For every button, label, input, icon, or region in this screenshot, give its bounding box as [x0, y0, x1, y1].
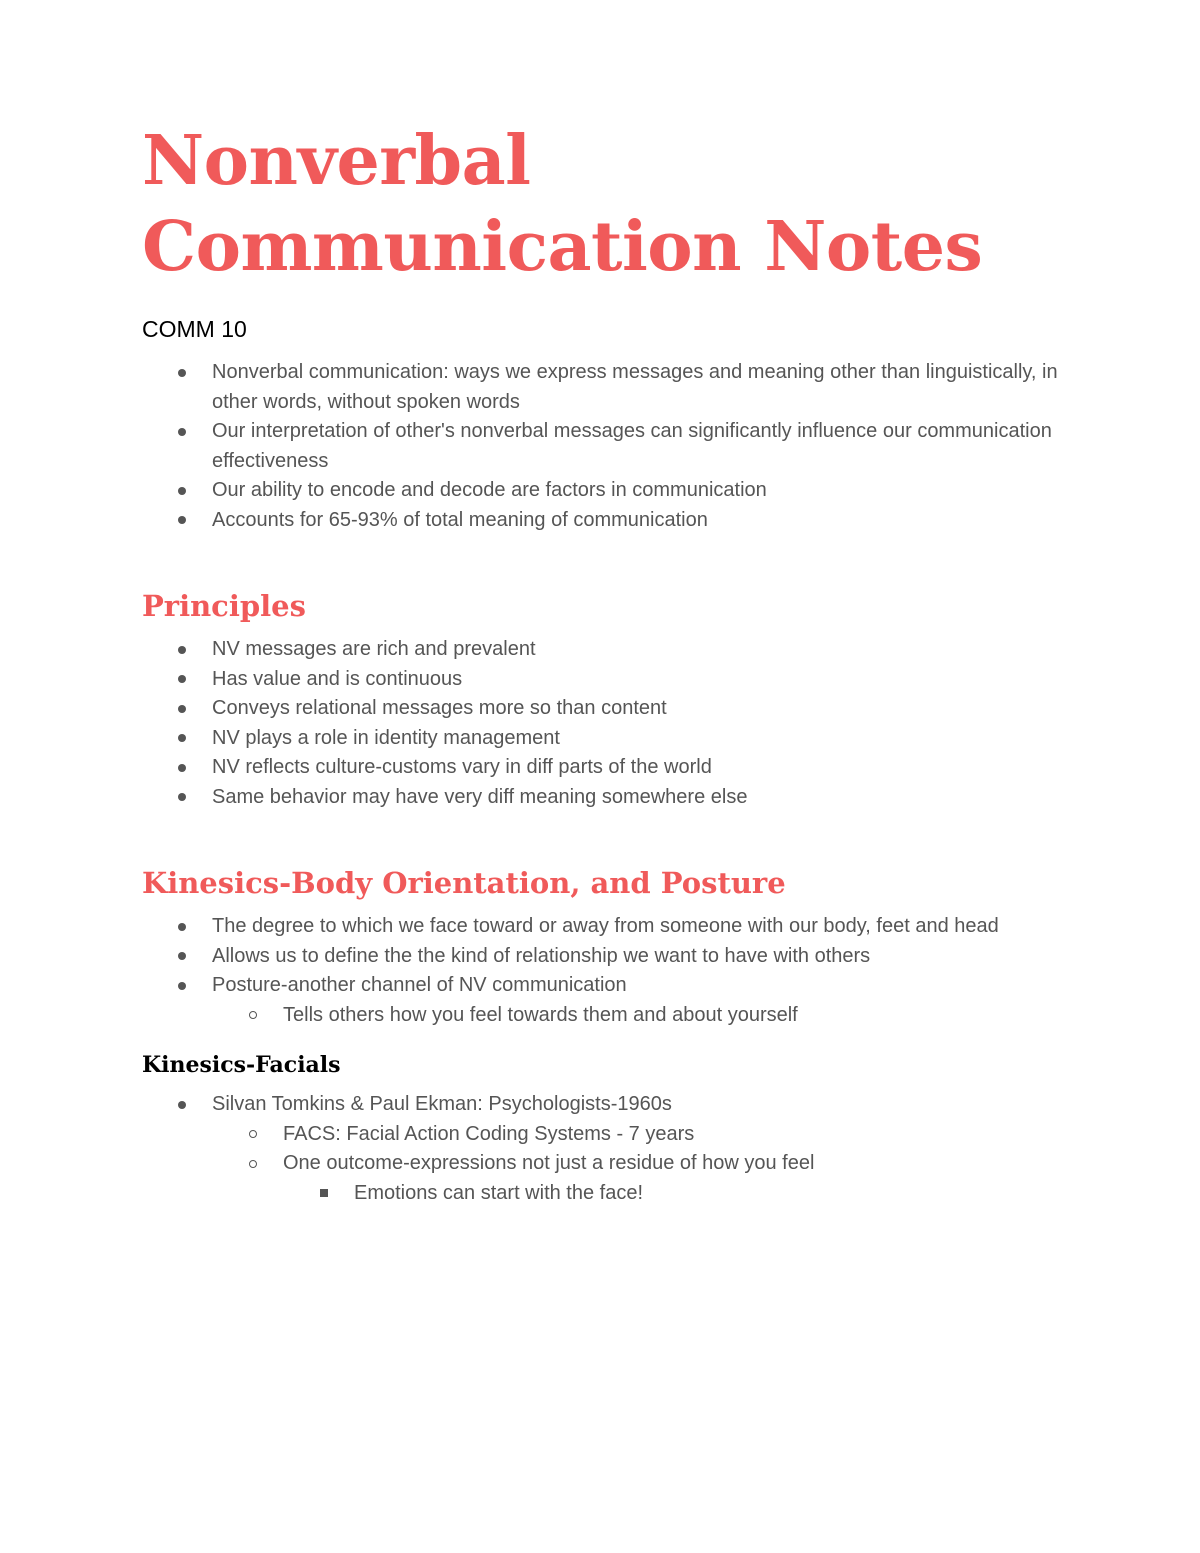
list-item-text: Posture-another channel of NV communication: [212, 974, 627, 996]
list-item-text: Nonverbal communication: ways we express messages and meaning other than linguistically, in other words, without spoken words: [212, 361, 1058, 413]
bullet-dot-icon: [172, 783, 192, 813]
list-item-text: Allows us to define the the kind of relationship we want to have with others: [212, 944, 871, 967]
list-item: [142, 783, 1072, 813]
bullet-dot-icon: [172, 1090, 192, 1120]
bullet-dot-icon: [172, 476, 192, 506]
list-subitem: [142, 1149, 1072, 1179]
list-subitem: [142, 1001, 1072, 1031]
bullet-dot-icon: [172, 942, 192, 972]
list-item: [142, 665, 1072, 695]
list-item: [142, 476, 1072, 506]
list-item: [142, 971, 1072, 1001]
principles-list: [142, 635, 1072, 812]
list-item-text: Emotions can start with the face!: [354, 1181, 644, 1204]
list-item-text: NV reflects culture-customs vary in diff parts of the world: [212, 756, 712, 778]
kinesics-body-list: [142, 912, 1072, 1030]
list-item-text: The degree to which we face toward or away from someone with our body, feet and head: [212, 915, 999, 937]
intro-list: [142, 358, 1072, 535]
section-heading-kinesics-body: Kinesics-Body Orientation, and Posture: [142, 866, 786, 900]
bullet-dot-icon: [172, 694, 192, 724]
list-item: [142, 1090, 1072, 1120]
list-item: [142, 694, 1072, 724]
list-item-text: Same behavior may have very diff meaning somewhere else: [212, 785, 748, 808]
section-heading-principles: Principles: [142, 589, 306, 623]
bullet-dot-icon: [172, 753, 192, 783]
section-heading-kinesics-facials: Kinesics-Facials: [142, 1052, 341, 1078]
bullet-dot-icon: [172, 506, 192, 536]
list-subitem: [142, 1120, 1072, 1150]
list-item-text: Our interpretation of other's nonverbal messages can significantly influence our communication effectiveness: [212, 420, 1052, 472]
course-code: COMM 10: [142, 316, 247, 342]
document-title: Nonverbal Communication Notes: [142, 121, 983, 287]
list-item: [142, 942, 1072, 972]
kinesics-facials-list: [142, 1090, 1072, 1208]
list-item-text: NV plays a role in identity management: [212, 726, 560, 749]
list-subsubitem: [142, 1179, 1072, 1209]
bullet-dot-icon: [172, 358, 192, 388]
list-item-text: FACS: Facial Action Coding Systems - 7 years: [283, 1122, 695, 1145]
list-item-text: NV messages are rich and prevalent: [212, 638, 536, 660]
bullet-ring-icon: [243, 1001, 263, 1031]
bullet-dot-icon: [172, 971, 192, 1001]
bullet-dot-icon: [172, 724, 192, 754]
list-item: [142, 912, 1072, 942]
list-item-text: Silvan Tomkins & Paul Ekman: Psychologists-1960s: [212, 1093, 672, 1115]
list-item: [142, 506, 1072, 536]
list-item-text: Our ability to encode and decode are factors in communication: [212, 479, 767, 501]
bullet-ring-icon: [243, 1149, 263, 1179]
list-item-text: Accounts for 65-93% of total meaning of communication: [212, 508, 708, 531]
list-item-text: Has value and is continuous: [212, 667, 463, 690]
list-item-text: One outcome-expressions not just a residue of how you feel: [283, 1152, 815, 1174]
list-item: [142, 417, 1072, 476]
list-item-text: Conveys relational messages more so than content: [212, 697, 667, 719]
bullet-dot-icon: [172, 665, 192, 695]
document-page: [142, 118, 1072, 1208]
bullet-dot-icon: [172, 635, 192, 665]
bullet-square-icon: [314, 1179, 334, 1209]
bullet-ring-icon: [243, 1120, 263, 1150]
bullet-dot-icon: [172, 912, 192, 942]
list-item: [142, 635, 1072, 665]
list-item: [142, 358, 1072, 417]
list-item-text: Tells others how you feel towards them and about yourself: [283, 1003, 798, 1026]
list-item: [142, 724, 1072, 754]
list-item: [142, 753, 1072, 783]
bullet-dot-icon: [172, 417, 192, 447]
